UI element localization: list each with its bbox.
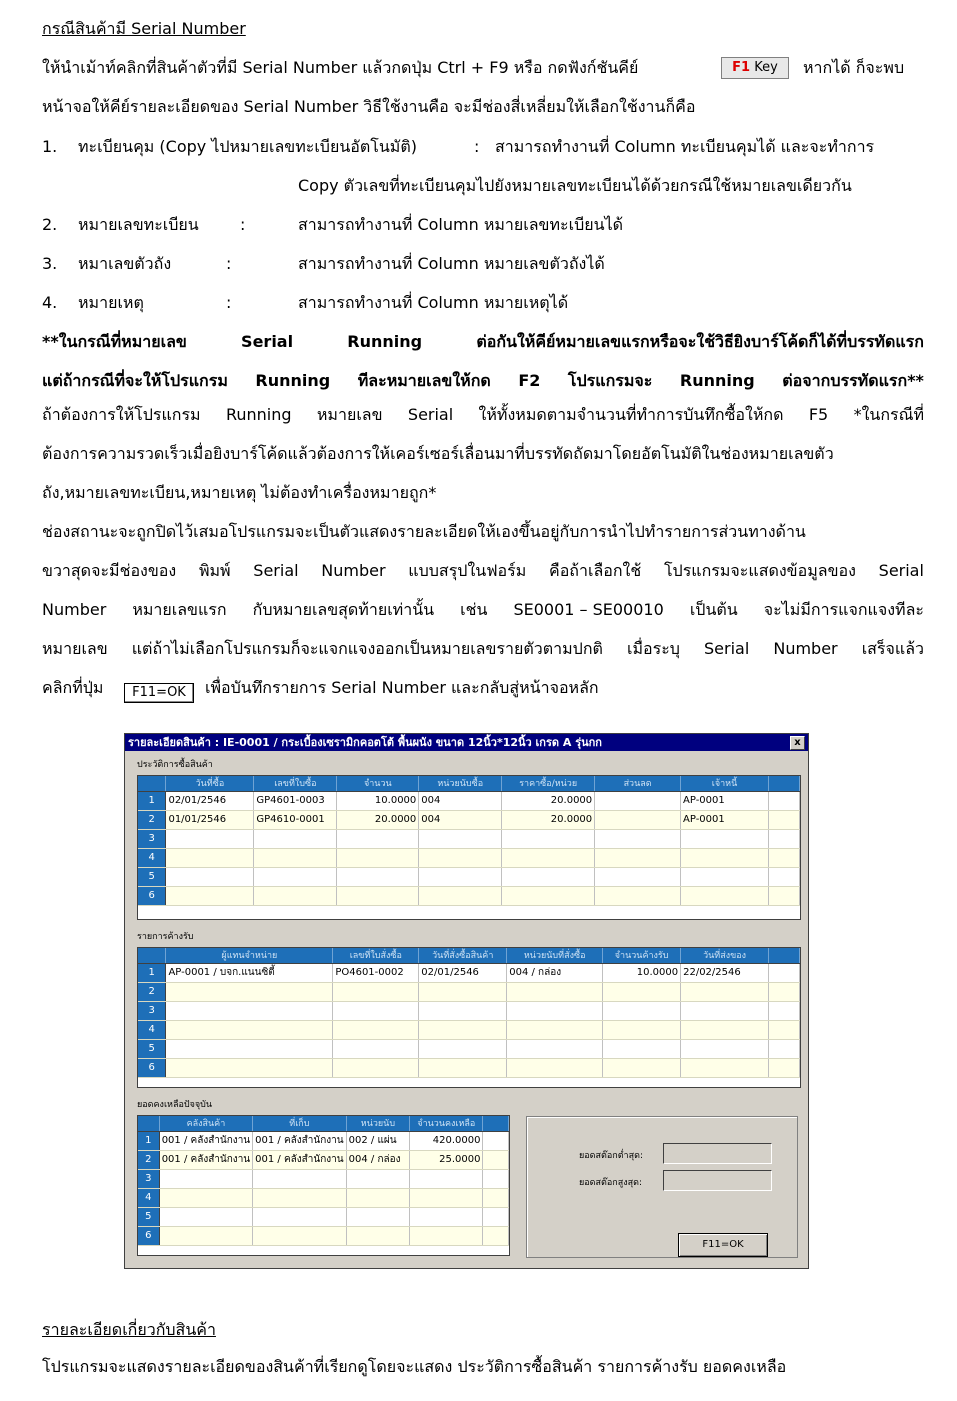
column-header[interactable] [138, 776, 166, 791]
table-cell[interactable] [253, 1207, 346, 1226]
close-icon[interactable]: x [790, 736, 805, 750]
table-cell[interactable] [603, 1001, 681, 1020]
table-row[interactable] [138, 1226, 509, 1245]
f11-ok-button[interactable]: F11=OK [678, 1233, 768, 1257]
row-number: 3 [138, 1001, 166, 1020]
table-row[interactable] [138, 1020, 800, 1039]
para3-line5b: เพื่อบันทึกรายการ Serial Number และกลับสู่หน้าจอหลัก [205, 678, 599, 697]
w: เช่น [460, 600, 488, 619]
w: แบบสรุปในฟอร์ม [408, 561, 527, 580]
table-cell[interactable] [419, 848, 502, 867]
table-cell[interactable] [769, 1001, 800, 1020]
table-cell[interactable] [502, 886, 595, 905]
balance-label: ยอดคงเหลือปัจจุบัน [137, 1100, 212, 1110]
table-cell[interactable] [595, 791, 681, 810]
para3-line3 [42, 600, 924, 620]
row-number: 4 [138, 1188, 159, 1207]
w: เสร็จแล้ว [861, 639, 924, 658]
w: Number [321, 561, 386, 580]
column-header[interactable] [138, 1116, 159, 1131]
w: แต่ถ้าไม่เลือกโปรแกรมก็จะแจกแจงออกเป็นหมายเลขรายตัวตามปกติ [131, 639, 603, 658]
table-cell[interactable] [253, 1226, 346, 1245]
table-cell[interactable] [159, 1169, 252, 1188]
table-cell[interactable]: AP-0001 / บจก.แนนซิตี้ [166, 963, 333, 982]
list-2-num: 2. [42, 215, 58, 234]
row-number: 2 [138, 810, 166, 829]
table-cell[interactable] [768, 867, 799, 886]
row-number: 5 [138, 867, 166, 886]
para4: โปรแกรมจะแสดงรายละเอียดของสินค้าที่เรียกดูโดยจะแสดง ประวัติการซื้อสินค้า รายการค้างรับ ยอดคงเหลือ [42, 1357, 787, 1376]
table-cell[interactable] [410, 1188, 483, 1207]
row-number: 2 [138, 1150, 159, 1169]
table-cell[interactable] [166, 1058, 333, 1077]
w: กับหมายเลขสุดท้ายเท่านั้น [252, 600, 435, 619]
grid-header-row [138, 1116, 509, 1131]
w: **ในกรณีที่หมายเลข [42, 332, 187, 351]
w: เป็นต้น [689, 600, 738, 619]
table-cell[interactable]: 001 / คลังสำนักงาน [253, 1150, 346, 1169]
table-cell[interactable] [419, 829, 502, 848]
table-cell[interactable]: PO4601-0002 [333, 963, 419, 982]
section-heading-product-detail: รายละเอียดเกี่ยวกับสินค้า [42, 1320, 216, 1339]
table-cell[interactable] [769, 963, 800, 982]
w: ทีละหมายเลขให้กด [357, 371, 491, 390]
table-cell[interactable] [410, 1226, 483, 1245]
table-cell[interactable] [768, 791, 799, 810]
column-header[interactable]: เลขที่ใบสั่งซื้อ [333, 948, 419, 963]
table-cell[interactable] [253, 1169, 346, 1188]
table-cell[interactable] [166, 1001, 333, 1020]
table-cell[interactable] [681, 1039, 769, 1058]
table-cell[interactable] [333, 982, 419, 1001]
w: ขวาสุดจะมีช่องของ [42, 561, 177, 580]
w: เมื่อระบุ [626, 639, 680, 658]
table-cell[interactable]: 01/01/2546 [166, 810, 254, 829]
bold-note-line1 [42, 332, 924, 352]
w: Serial [253, 561, 299, 580]
table-cell[interactable] [483, 1169, 509, 1188]
w: ต่อจากบรรทัดแรก** [782, 371, 924, 390]
table-cell[interactable] [507, 1020, 603, 1039]
w: หมายเลข [42, 639, 108, 658]
table-row[interactable] [138, 1188, 509, 1207]
column-header[interactable]: เลขที่ใบซื้อ [254, 776, 337, 791]
grid-header-row [138, 776, 800, 791]
table-cell[interactable] [253, 1188, 346, 1207]
w: พิมพ์ [198, 561, 231, 580]
w: ถ้าต้องการให้โปรแกรม [42, 405, 201, 424]
table-cell[interactable] [337, 886, 419, 905]
table-cell[interactable] [337, 848, 419, 867]
para1-line2: หน้าจอให้คีย์รายละเอียดของ Serial Number วิธีใช้งานคือ จะมีช่องสี่เหลี่ยมให้เลือกใช้งานก็คือ [42, 97, 696, 116]
para1-line1a: ให้นำเม้าท์คลิกที่สินค้าตัวที่มี Serial Number แล้วกดปุ่ม Ctrl + F9 หรือ กดฟังก์ชันคีย์ [42, 58, 639, 77]
table-cell[interactable] [419, 1001, 507, 1020]
w: คือถ้าเลือกใช้ [548, 561, 642, 580]
table-cell[interactable] [346, 1207, 410, 1226]
row-number: 1 [138, 791, 166, 810]
row-number: 6 [138, 1226, 159, 1245]
table-cell[interactable] [502, 848, 595, 867]
row-number: 3 [138, 829, 166, 848]
table-cell[interactable]: 10.0000 [603, 963, 681, 982]
min-stock-field[interactable] [663, 1143, 772, 1164]
w: โปรแกรมจะ [567, 371, 653, 390]
column-header[interactable] [138, 948, 166, 963]
table-cell[interactable] [595, 886, 681, 905]
table-cell[interactable] [502, 867, 595, 886]
product-detail-dialog [124, 733, 809, 1269]
para2-line1 [42, 405, 924, 425]
table-cell[interactable] [595, 867, 681, 886]
w: หมายเลข [316, 405, 383, 424]
table-row[interactable] [138, 829, 800, 848]
row-number: 1 [138, 1131, 159, 1150]
table-cell[interactable]: 20.0000 [337, 810, 419, 829]
list-2-label: หมายเลขทะเบียน [78, 215, 199, 234]
para2-line3: ถัง,หมายเลขทะเบียน,หมายเหตุ ไม่ต้องทำเครื่องหมายถูก* [42, 483, 437, 502]
column-header[interactable]: เจ้าหนี้ [681, 776, 769, 791]
table-row[interactable] [138, 1150, 509, 1169]
para1-line1b: หากได้ ก็จะพบ [803, 58, 905, 77]
w: Number [773, 639, 838, 658]
row-number: 5 [138, 1207, 159, 1226]
table-cell[interactable] [483, 1131, 509, 1150]
row-number: 3 [138, 1169, 159, 1188]
table-cell[interactable] [166, 982, 333, 1001]
column-header[interactable]: หน่วยนับซื้อ [419, 776, 502, 791]
table-cell[interactable] [254, 867, 337, 886]
table-row[interactable] [138, 1058, 800, 1077]
table-cell[interactable]: AP-0001 [681, 791, 769, 810]
grid-header-row [138, 948, 800, 963]
table-cell[interactable] [483, 1207, 509, 1226]
table-row[interactable] [138, 810, 800, 829]
table-cell[interactable] [166, 829, 254, 848]
table-cell[interactable]: 002 / แผ่น [346, 1131, 410, 1150]
para3-line4 [42, 639, 924, 659]
table-cell[interactable] [681, 886, 769, 905]
table-cell[interactable] [507, 1039, 603, 1058]
column-header[interactable]: หน่วยนับ [346, 1116, 410, 1131]
table-cell[interactable] [166, 867, 254, 886]
list-1-sep: : [474, 137, 480, 156]
table-cell[interactable]: 20.0000 [502, 791, 595, 810]
table-cell[interactable] [681, 848, 769, 867]
table-cell[interactable] [502, 829, 595, 848]
w: ให้ทั้งหมดตามจำนวนที่ทำการบันทึกซื้อให้กด [478, 405, 784, 424]
table-row[interactable] [138, 1001, 800, 1020]
table-cell[interactable] [419, 886, 502, 905]
f1-key-f1: F1 [732, 60, 751, 75]
table-cell[interactable]: 004 / กล่อง [507, 963, 603, 982]
table-cell[interactable]: 02/01/2546 [419, 963, 507, 982]
table-cell[interactable] [769, 1058, 800, 1077]
table-cell[interactable] [681, 1020, 769, 1039]
column-header[interactable]: วันที่ซื้อ [166, 776, 254, 791]
table-cell[interactable] [603, 1039, 681, 1058]
list-3-num: 3. [42, 254, 58, 273]
w: Running [225, 405, 292, 424]
table-cell[interactable]: GP4601-0003 [254, 791, 337, 810]
row-number: 4 [138, 848, 166, 867]
w: โปรแกรมจะแสดงข้อมูลของ [663, 561, 856, 580]
table-cell[interactable] [333, 1039, 419, 1058]
w: F5 [808, 405, 829, 424]
table-cell[interactable]: 001 / คลังสำนักงาน [159, 1150, 252, 1169]
table-cell[interactable] [769, 1039, 800, 1058]
table-cell[interactable] [419, 982, 507, 1001]
para3-line2 [42, 561, 924, 581]
max-stock-field[interactable] [663, 1170, 772, 1191]
list-1-num: 1. [42, 137, 58, 156]
table-cell[interactable] [483, 1226, 509, 1245]
table-row[interactable] [138, 1207, 509, 1226]
table-cell[interactable] [603, 1058, 681, 1077]
w: Running [347, 332, 423, 351]
list-1-desc2: Copy ตัวเลขที่ทะเบียนคุมไปยังหมายเลขทะเบียนได้ด้วยกรณีใช้หมายเลขเดียวกัน [298, 176, 852, 195]
table-cell[interactable] [595, 848, 681, 867]
table-cell[interactable] [769, 1020, 800, 1039]
w: Running [255, 371, 331, 390]
table-cell[interactable] [681, 982, 769, 1001]
table-cell[interactable]: 20.0000 [502, 810, 595, 829]
table-cell[interactable] [254, 886, 337, 905]
table-cell[interactable] [346, 1169, 410, 1188]
table-cell[interactable]: 004 [419, 791, 502, 810]
table-cell[interactable] [507, 1058, 603, 1077]
w: *ในกรณีที่ [853, 405, 924, 424]
table-cell[interactable] [603, 1020, 681, 1039]
table-cell[interactable] [681, 829, 769, 848]
row-number: 6 [138, 1058, 166, 1077]
w: F2 [518, 371, 541, 390]
column-header[interactable]: หน่วยนับที่สั่งซื้อ [507, 948, 603, 963]
table-cell[interactable]: 10.0000 [337, 791, 419, 810]
row-number: 2 [138, 982, 166, 1001]
table-cell[interactable] [254, 829, 337, 848]
column-header[interactable]: วันที่สั่งซื้อสินค้า [419, 948, 507, 963]
table-cell[interactable] [337, 829, 419, 848]
table-cell[interactable] [681, 1058, 769, 1077]
table-row[interactable] [138, 1169, 509, 1188]
list-4-desc: สามารถทำงานที่ Column หมายเหตุได้ [298, 293, 569, 312]
table-cell[interactable] [159, 1207, 252, 1226]
table-cell[interactable] [333, 1020, 419, 1039]
f1-key-label: Key [754, 60, 778, 75]
table-cell[interactable]: 420.0000 [410, 1131, 483, 1150]
table-cell[interactable] [410, 1169, 483, 1188]
table-cell[interactable] [333, 1058, 419, 1077]
w: Serial [878, 561, 924, 580]
table-cell[interactable] [768, 829, 799, 848]
table-cell[interactable]: 02/01/2546 [166, 791, 254, 810]
table-cell[interactable] [681, 867, 769, 886]
row-number: 1 [138, 963, 166, 982]
w: SE0001 – SE00010 [513, 600, 664, 619]
w: Serial [407, 405, 454, 424]
w: Serial [704, 639, 750, 658]
list-3-desc: สามารถทำงานที่ Column หมายเลขตัวถังได้ [298, 254, 605, 273]
list-3-sep: : [226, 254, 232, 273]
list-1-label: ทะเบียนคุม (Copy ไปหมายเลขทะเบียนอัตโนมัติ) [78, 137, 417, 156]
table-cell[interactable]: AP-0001 [681, 810, 769, 829]
purchase-history-grid[interactable] [137, 775, 801, 920]
column-header[interactable] [768, 776, 799, 791]
column-header[interactable]: ส่วนลด [595, 776, 681, 791]
w: จะไม่มีการแจกแจงทีละ [763, 600, 924, 619]
table-row[interactable] [138, 848, 800, 867]
table-cell[interactable]: 25.0000 [410, 1150, 483, 1169]
table-cell[interactable] [166, 1039, 333, 1058]
list-2-desc: สามารถทำงานที่ Column หมายเลขทะเบียนได้ [298, 215, 623, 234]
table-row[interactable] [138, 963, 800, 982]
f11-ok-inline-image: F11=OK [124, 683, 194, 703]
table-cell[interactable] [346, 1226, 410, 1245]
table-cell[interactable]: 001 / คลังสำนักงาน [159, 1131, 252, 1150]
list-4-sep: : [226, 293, 232, 312]
table-cell[interactable] [681, 1001, 769, 1020]
row-number: 5 [138, 1039, 166, 1058]
w: Running [679, 371, 755, 390]
table-cell[interactable] [410, 1207, 483, 1226]
section-heading-serial: กรณีสินค้ามี Serial Number [42, 19, 246, 38]
table-cell[interactable] [346, 1188, 410, 1207]
min-stock-label: ยอดสต๊อกต่ำสุด: [579, 1151, 643, 1161]
list-1-desc: สามารถทำงานที่ Column ทะเบียนคุมได้ และจะทำการ [495, 137, 875, 156]
table-row[interactable] [138, 1039, 800, 1058]
table-cell[interactable] [603, 982, 681, 1001]
column-header[interactable]: จำนวนคงเหลือ [410, 1116, 483, 1131]
purchase-history-label: ประวัติการซื้อสินค้า [137, 760, 213, 770]
column-header[interactable]: ที่เก็บ [253, 1116, 346, 1131]
table-row[interactable] [138, 791, 800, 810]
table-cell[interactable] [419, 1020, 507, 1039]
table-cell[interactable] [595, 829, 681, 848]
table-cell[interactable] [769, 982, 800, 1001]
table-cell[interactable]: 004 / กล่อง [346, 1150, 410, 1169]
w: Serial [241, 332, 294, 351]
table-cell[interactable] [254, 848, 337, 867]
table-cell[interactable] [419, 1039, 507, 1058]
w: แต่ถ้ากรณีที่จะให้โปรแกรม [42, 371, 228, 390]
table-cell[interactable] [166, 1020, 333, 1039]
table-cell[interactable] [166, 886, 254, 905]
column-header[interactable]: ผู้แทนจำหน่าย [166, 948, 333, 963]
column-header[interactable]: ราคาซื้อ/หน่วย [502, 776, 595, 791]
pending-receipt-label: รายการค้างรับ [137, 932, 194, 942]
table-cell[interactable]: 22/02/2546 [681, 963, 769, 982]
table-cell[interactable] [768, 848, 799, 867]
pending-receipt-grid[interactable] [137, 947, 801, 1088]
table-cell[interactable] [483, 1150, 509, 1169]
table-row[interactable] [138, 982, 800, 1001]
list-4-label: หมายเหตุ [78, 293, 144, 312]
row-number: 6 [138, 886, 166, 905]
w: ต่อกันให้คีย์หมายเลขแรกหรือจะใช้วิธียิงบาร์โค้ดก็ได้ที่บรรทัดแรก [476, 332, 924, 351]
para2-line2: ต้องการความรวดเร็วเมื่อยิงบาร์โค้ดแล้วต้องการให้เคอร์เซอร์เลื่อนมาที่บรรทัดถัดมาโดยอัตโนมัติในช่องหมายเลขตัว [42, 444, 834, 463]
w: หมายเลขแรก [132, 600, 227, 619]
table-cell[interactable] [483, 1188, 509, 1207]
table-cell[interactable] [159, 1188, 252, 1207]
table-cell[interactable] [337, 867, 419, 886]
column-header[interactable]: จำนวน [337, 776, 419, 791]
table-cell[interactable] [507, 1001, 603, 1020]
table-cell[interactable] [159, 1226, 252, 1245]
para3-line1: ช่องสถานะจะถูกปิดไว้เสมอโปรแกรมจะเป็นตัวแสดงรายละเอียดให้เองขึ้นอยู่กับการนำไปทำรายการส่วนทางด้าน [42, 522, 806, 541]
list-3-label: หมาเลขตัวถัง [78, 254, 172, 273]
f1-key-image [721, 57, 789, 79]
w: Number [42, 600, 107, 619]
balance-grid[interactable] [137, 1115, 510, 1256]
column-header[interactable]: วันที่ส่งของ [681, 948, 769, 963]
table-cell[interactable]: 001 / คลังสำนักงาน [253, 1131, 346, 1150]
list-2-sep: : [240, 215, 246, 234]
table-row[interactable] [138, 867, 800, 886]
table-cell[interactable] [768, 810, 799, 829]
column-header[interactable] [769, 948, 800, 963]
table-cell[interactable] [166, 848, 254, 867]
list-4-num: 4. [42, 293, 58, 312]
dialog-title: รายละเอียดสินค้า : IE-0001 / กระเบื้องเซรามิกคอตโต้ พื้นผนัง ขนาด 12นิ้ว*12นิ้ว เกรด A รุ่นกก [125, 734, 808, 751]
table-cell[interactable]: 004 [419, 810, 502, 829]
table-cell[interactable] [507, 982, 603, 1001]
table-cell[interactable] [595, 810, 681, 829]
table-cell[interactable] [419, 867, 502, 886]
column-header[interactable] [483, 1116, 509, 1131]
column-header[interactable]: จำนวนค้างรับ [603, 948, 681, 963]
table-cell[interactable]: GP4610-0001 [254, 810, 337, 829]
table-cell[interactable] [419, 1058, 507, 1077]
para3-line5a: คลิกที่ปุ่ม [42, 678, 104, 697]
max-stock-label: ยอดสต๊อกสูงสุด: [579, 1178, 642, 1188]
table-row[interactable] [138, 1131, 509, 1150]
table-cell[interactable] [768, 886, 799, 905]
row-number: 4 [138, 1020, 166, 1039]
table-cell[interactable] [333, 1001, 419, 1020]
table-row[interactable] [138, 886, 800, 905]
bold-note-line2 [42, 371, 924, 391]
column-header[interactable]: คลังสินค้า [159, 1116, 252, 1131]
